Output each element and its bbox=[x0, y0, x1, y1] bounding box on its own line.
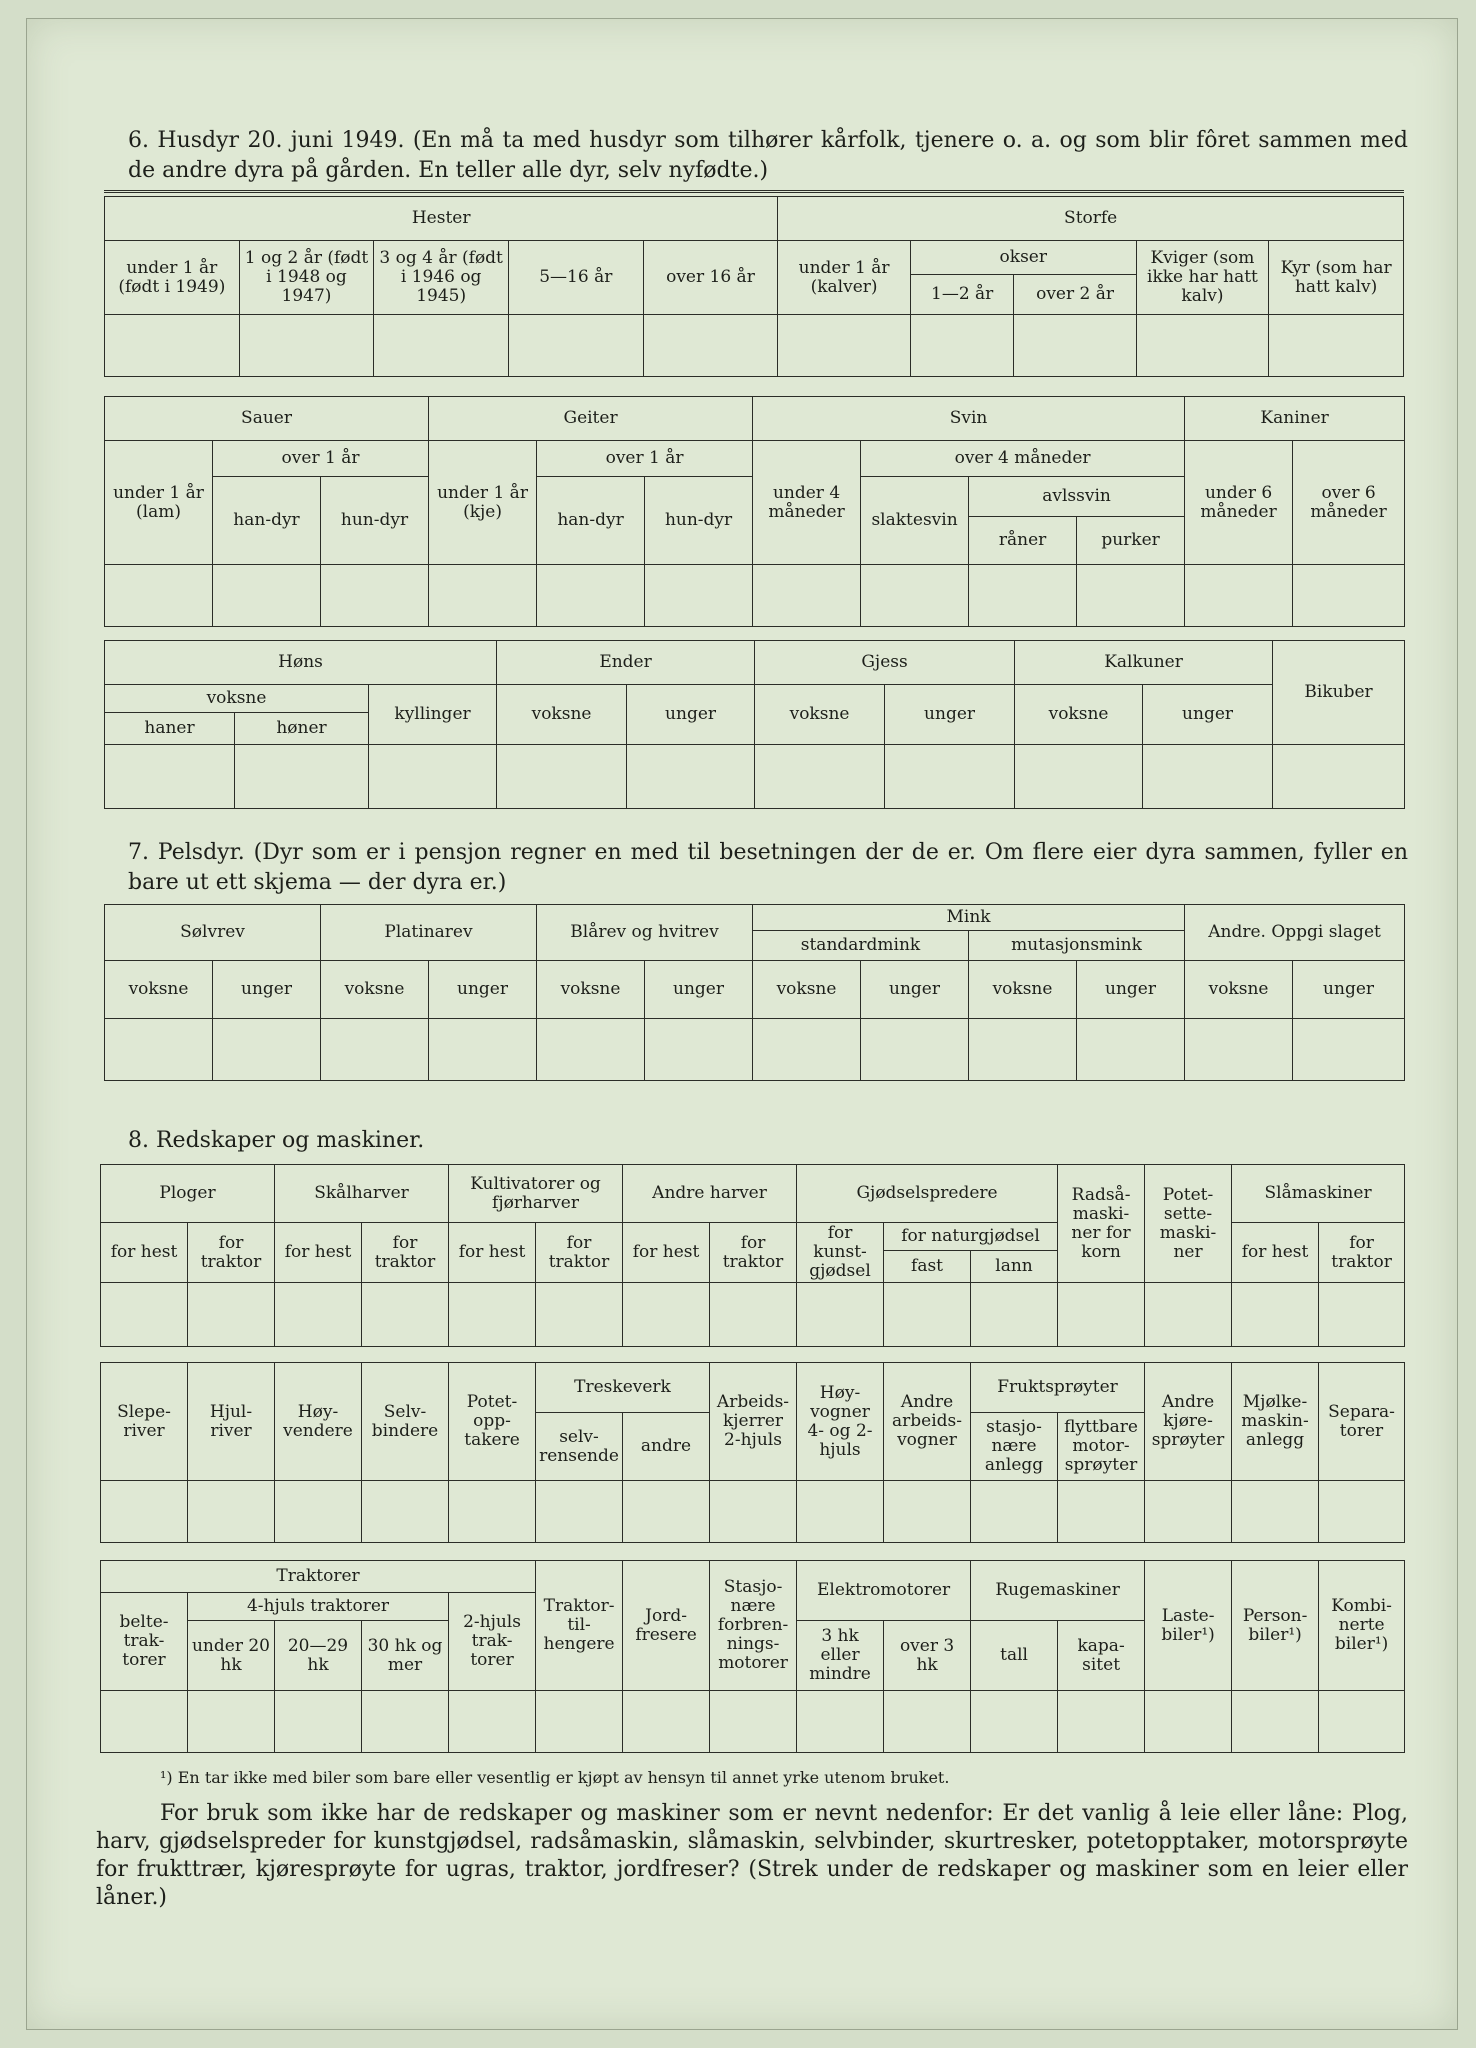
entry-cell[interactable] bbox=[1136, 315, 1269, 377]
entry-cell[interactable] bbox=[429, 1019, 537, 1081]
entry-cell[interactable] bbox=[623, 1481, 710, 1543]
skalharver-header: Skålharver bbox=[275, 1165, 449, 1223]
gjodsel-header: Gjødselspredere bbox=[797, 1165, 1058, 1223]
col-header: Stasjo-nære forbren-nings-motorer bbox=[710, 1561, 797, 1691]
section-6-heading: 6. Husdyr 20. juni 1949. (En må ta med husdyr som tilhører kårfolk, tjenere o. a. og som blir fôret sammen med de andre dyra på gården. En teller alle dyr, selv nyfødte.) bbox=[128, 128, 1408, 183]
entry-cell[interactable] bbox=[778, 315, 911, 377]
entry-cell[interactable] bbox=[1319, 1283, 1405, 1347]
entry-cell[interactable] bbox=[537, 565, 645, 627]
entry-cell[interactable] bbox=[755, 745, 885, 809]
col-header: Andre arbeids-vogner bbox=[884, 1363, 971, 1481]
col-header: for traktor bbox=[362, 1223, 449, 1283]
kalkuner-header: Kalkuner bbox=[1015, 641, 1273, 685]
instruction-note: For bruk som ikke har de redskaper og maskiner som er nevnt nedenfor: Er det vanlig å leie eller låne: Plog, harv, gjødselspreder for kunstgjødsel, radsåmaskin, slåmaskin, selvbinder, skurtresker, potetopptaker, motorsprøyte for frukttrær, kjøresprøyte for ugras, traktor, jordfreser? (Strek under de redskaper og maskiner som en leier eller låner.) bbox=[96, 1801, 1408, 1910]
entry-cell[interactable] bbox=[797, 1481, 884, 1543]
section-8-heading: 8. Redskaper og maskiner. bbox=[128, 1128, 425, 1153]
entry-cell[interactable] bbox=[1319, 1691, 1405, 1753]
entry-cell[interactable] bbox=[105, 1019, 213, 1081]
potet-header: Potet-sette-maski-ner bbox=[1145, 1165, 1232, 1283]
col-header: unger bbox=[429, 961, 537, 1019]
col-header: for traktor bbox=[1319, 1223, 1405, 1283]
entry-cell[interactable] bbox=[1058, 1481, 1145, 1543]
col-header: over 6 måneder bbox=[1293, 441, 1405, 565]
col-header: voksne bbox=[537, 961, 645, 1019]
col-header: under 1 år (kalver) bbox=[778, 241, 911, 315]
col-header: for hest bbox=[1232, 1223, 1319, 1283]
ender-header: Ender bbox=[497, 641, 755, 685]
col-header: voksne bbox=[969, 961, 1077, 1019]
entry-cell[interactable] bbox=[1014, 315, 1136, 377]
col-header: flyttbare motor-sprøyter bbox=[1058, 1413, 1145, 1481]
entry-cell[interactable] bbox=[1077, 565, 1185, 627]
andre-header: Andre. Oppgi slaget bbox=[1185, 905, 1405, 961]
col-header: Slepe-river bbox=[101, 1363, 188, 1481]
entry-cell[interactable] bbox=[797, 1283, 884, 1347]
col-header: Arbeids-kjerrer 2-hjuls bbox=[710, 1363, 797, 1481]
entry-cell[interactable] bbox=[429, 565, 537, 627]
ploger-header: Ploger bbox=[101, 1165, 275, 1223]
entry-cell[interactable] bbox=[1293, 565, 1405, 627]
andre-harver-header: Andre harver bbox=[623, 1165, 797, 1223]
entry-cell[interactable] bbox=[1145, 1691, 1232, 1753]
col-header: under 1 år (lam) bbox=[105, 441, 213, 565]
col-header: Selv-bindere bbox=[362, 1363, 449, 1481]
treske-header: Treskeverk bbox=[536, 1363, 710, 1413]
col-header: han-dyr bbox=[537, 477, 645, 565]
entry-cell[interactable] bbox=[213, 565, 321, 627]
entry-cell[interactable] bbox=[861, 565, 969, 627]
elektro-header: Elektromotorer bbox=[797, 1561, 971, 1621]
col-header: under 20 hk bbox=[188, 1621, 275, 1691]
entry-cell[interactable] bbox=[105, 745, 235, 809]
col-header: standardmink bbox=[753, 931, 969, 961]
col-header: 2-hjuls trak-torer bbox=[449, 1593, 536, 1691]
col-header: 1 og 2 år (født i 1948 og 1947) bbox=[239, 241, 374, 315]
platinarev-header: Platinarev bbox=[321, 905, 537, 961]
col-header: under 1 år (født i 1949) bbox=[105, 241, 240, 315]
col-header: unger bbox=[885, 685, 1015, 745]
col-header: voksne bbox=[755, 685, 885, 745]
entry-cell[interactable] bbox=[1015, 745, 1143, 809]
col-header: over 3 hk bbox=[884, 1621, 971, 1691]
entry-cell[interactable] bbox=[188, 1481, 275, 1543]
col-header: unger bbox=[1293, 961, 1405, 1019]
entry-cell[interactable] bbox=[1319, 1481, 1405, 1543]
geiter-header: Geiter bbox=[429, 397, 753, 441]
entry-cell[interactable] bbox=[710, 1481, 797, 1543]
entry-cell[interactable] bbox=[101, 1481, 188, 1543]
kultivatorer-header: Kultivatorer og fjørharver bbox=[449, 1165, 623, 1223]
entry-cell[interactable] bbox=[188, 1283, 275, 1347]
col-header: under 6 måneder bbox=[1185, 441, 1293, 565]
storfe-header: Storfe bbox=[778, 197, 1404, 241]
entry-cell[interactable] bbox=[623, 1691, 710, 1753]
footnote: ¹) En tar ikke med biler som bare eller vesentlig er kjøpt av hensyn til annet yrke utenom bruket. bbox=[160, 1768, 950, 1787]
entry-cell[interactable] bbox=[884, 1691, 971, 1753]
entry-cell[interactable] bbox=[497, 745, 627, 809]
solvrev-header: Sølvrev bbox=[105, 905, 321, 961]
col-header: for traktor bbox=[710, 1223, 797, 1283]
entry-cell[interactable] bbox=[321, 1019, 429, 1081]
col-header: over 2 år bbox=[1014, 275, 1136, 315]
col-header: Separa-torer bbox=[1319, 1363, 1405, 1481]
entry-cell[interactable] bbox=[643, 315, 778, 377]
entry-cell[interactable] bbox=[623, 1283, 710, 1347]
entry-cell[interactable] bbox=[362, 1691, 449, 1753]
col-header: fast bbox=[884, 1251, 971, 1283]
entry-cell[interactable] bbox=[105, 565, 213, 627]
entry-cell[interactable] bbox=[753, 565, 861, 627]
entry-cell[interactable] bbox=[449, 1691, 536, 1753]
col-header: voksne bbox=[105, 961, 213, 1019]
entry-cell[interactable] bbox=[536, 1691, 623, 1753]
col-header: han-dyr bbox=[213, 477, 321, 565]
entry-cell[interactable] bbox=[971, 1481, 1058, 1543]
table-redskaper-1 bbox=[100, 1164, 1405, 1347]
entry-cell[interactable] bbox=[362, 1283, 449, 1347]
col-header: Høy-vendere bbox=[275, 1363, 362, 1481]
entry-cell[interactable] bbox=[1293, 1019, 1405, 1081]
entry-cell[interactable] bbox=[753, 1019, 861, 1081]
entry-cell[interactable] bbox=[1185, 565, 1293, 627]
entry-cell[interactable] bbox=[536, 1283, 623, 1347]
table-redskaper-3 bbox=[100, 1560, 1405, 1753]
frukt-header: Fruktsprøyter bbox=[971, 1363, 1145, 1413]
entry-cell[interactable] bbox=[969, 1019, 1077, 1081]
col-header: unger bbox=[1143, 685, 1273, 745]
entry-cell[interactable] bbox=[275, 1283, 362, 1347]
col-header: kyllinger bbox=[369, 685, 497, 745]
gjess-header: Gjess bbox=[755, 641, 1015, 685]
col-header: tall bbox=[971, 1621, 1058, 1691]
col-header: mutasjonsmink bbox=[969, 931, 1185, 961]
entry-cell[interactable] bbox=[321, 565, 429, 627]
col-header: Andre kjøre-sprøyter bbox=[1145, 1363, 1232, 1481]
entry-cell[interactable] bbox=[1273, 745, 1405, 809]
col-header: 30 hk og mer bbox=[362, 1621, 449, 1691]
entry-cell[interactable] bbox=[710, 1691, 797, 1753]
col-header: 5—16 år bbox=[508, 241, 643, 315]
col-header: Laste-biler¹) bbox=[1145, 1561, 1232, 1691]
table-redskaper-2 bbox=[100, 1362, 1405, 1543]
ruge-header: Rugemaskiner bbox=[971, 1561, 1145, 1621]
sauer-header: Sauer bbox=[105, 397, 429, 441]
entry-cell[interactable] bbox=[235, 745, 369, 809]
col-header: voksne bbox=[753, 961, 861, 1019]
col-header: for hest bbox=[449, 1223, 536, 1283]
entry-cell[interactable] bbox=[1269, 315, 1404, 377]
col-header: voksne bbox=[321, 961, 429, 1019]
entry-cell[interactable] bbox=[627, 745, 755, 809]
col-header: over 16 år bbox=[643, 241, 778, 315]
col-header: avlssvin bbox=[969, 477, 1185, 517]
entry-cell[interactable] bbox=[101, 1283, 188, 1347]
col-header: Mjølke-maskin-anlegg bbox=[1232, 1363, 1319, 1481]
col-header: andre bbox=[623, 1413, 710, 1481]
entry-cell[interactable] bbox=[710, 1283, 797, 1347]
col-header: lann bbox=[971, 1251, 1058, 1283]
entry-cell[interactable] bbox=[645, 565, 753, 627]
entry-cell[interactable] bbox=[969, 565, 1077, 627]
col-header: haner bbox=[105, 713, 235, 745]
divider bbox=[104, 190, 1404, 193]
col-header: voksne bbox=[1185, 961, 1293, 1019]
col-header: Høy-vogner 4- og 2-hjuls bbox=[797, 1363, 884, 1481]
hons-header: Høns bbox=[105, 641, 497, 685]
col-header: unger bbox=[213, 961, 321, 1019]
col-header: over 1 år bbox=[213, 441, 429, 477]
entry-cell[interactable] bbox=[362, 1481, 449, 1543]
col-header: Jord-fresere bbox=[623, 1561, 710, 1691]
entry-cell[interactable] bbox=[188, 1691, 275, 1753]
col-header: for naturgjødsel bbox=[884, 1223, 1058, 1251]
col-header: unger bbox=[645, 961, 753, 1019]
col-header: voksne bbox=[1015, 685, 1143, 745]
col-header: slaktesvin bbox=[861, 477, 969, 565]
entry-cell[interactable] bbox=[797, 1691, 884, 1753]
col-header: 4-hjuls traktorer bbox=[188, 1593, 449, 1621]
col-header: for hest bbox=[623, 1223, 710, 1283]
col-header: Person-biler¹) bbox=[1232, 1561, 1319, 1691]
entry-cell[interactable] bbox=[971, 1691, 1058, 1753]
blarev-header: Blårev og hvitrev bbox=[537, 905, 753, 961]
traktorer-header: Traktorer bbox=[101, 1561, 536, 1593]
entry-cell[interactable] bbox=[1058, 1691, 1145, 1753]
col-header: for hest bbox=[101, 1223, 188, 1283]
entry-cell[interactable] bbox=[645, 1019, 753, 1081]
entry-cell[interactable] bbox=[449, 1481, 536, 1543]
entry-cell[interactable] bbox=[1185, 1019, 1293, 1081]
col-header: hun-dyr bbox=[645, 477, 753, 565]
entry-cell[interactable] bbox=[885, 745, 1015, 809]
entry-cell[interactable] bbox=[537, 1019, 645, 1081]
entry-cell[interactable] bbox=[1058, 1283, 1145, 1347]
table-pelsdyr bbox=[104, 904, 1405, 1081]
entry-cell[interactable] bbox=[213, 1019, 321, 1081]
table-sauer-geiter-svin bbox=[104, 396, 1405, 627]
col-header: hun-dyr bbox=[321, 477, 429, 565]
col-header: selv-rensende bbox=[536, 1413, 623, 1481]
entry-cell[interactable] bbox=[1232, 1481, 1319, 1543]
entry-cell[interactable] bbox=[1232, 1691, 1319, 1753]
table-hester-storfe bbox=[104, 196, 1404, 377]
col-header: høner bbox=[235, 713, 369, 745]
slaa-header: Slåmaskiner bbox=[1232, 1165, 1405, 1223]
entry-cell[interactable] bbox=[884, 1481, 971, 1543]
col-header: for hest bbox=[275, 1223, 362, 1283]
col-header: Potet-opp-takere bbox=[449, 1363, 536, 1481]
col-header: kapa-sitet bbox=[1058, 1621, 1145, 1691]
radsaa-header: Radså-maski-ner for korn bbox=[1058, 1165, 1145, 1283]
kaniner-header: Kaniner bbox=[1185, 397, 1405, 441]
col-header: 20—29 hk bbox=[275, 1621, 362, 1691]
col-header: for traktor bbox=[188, 1223, 275, 1283]
section-7-heading: 7. Pelsdyr. (Dyr som er i pensjon regner en med til besetningen der de er. Om flere eier dyra sammen, fyller en bare ut ett skjema — der dyra er.) bbox=[128, 840, 1408, 895]
col-header: unger bbox=[627, 685, 755, 745]
col-header: for traktor bbox=[536, 1223, 623, 1283]
entry-cell[interactable] bbox=[1145, 1283, 1232, 1347]
col-header: råner bbox=[969, 517, 1077, 565]
entry-cell[interactable] bbox=[861, 1019, 969, 1081]
col-header: Kyr (som har hatt kalv) bbox=[1269, 241, 1404, 315]
col-header: 3 og 4 år (født i 1946 og 1945) bbox=[374, 241, 509, 315]
col-header: unger bbox=[1077, 961, 1185, 1019]
col-header: under 1 år (kje) bbox=[429, 441, 537, 565]
entry-cell[interactable] bbox=[105, 315, 240, 377]
table-fjorfe bbox=[104, 640, 1405, 809]
col-header: Kombi-nerte biler¹) bbox=[1319, 1561, 1405, 1691]
col-header: Traktor-til-hengere bbox=[536, 1561, 623, 1691]
bikuber-header: Bikuber bbox=[1273, 641, 1405, 745]
entry-cell[interactable] bbox=[369, 745, 497, 809]
hester-header: Hester bbox=[105, 197, 778, 241]
entry-cell[interactable] bbox=[275, 1481, 362, 1543]
entry-cell[interactable] bbox=[239, 315, 374, 377]
col-header: under 4 måneder bbox=[753, 441, 861, 565]
col-header: 3 hk eller mindre bbox=[797, 1621, 884, 1691]
col-header: voksne bbox=[105, 685, 369, 713]
col-header: belte-trak-torer bbox=[101, 1593, 188, 1691]
col-header: unger bbox=[861, 961, 969, 1019]
entry-cell[interactable] bbox=[449, 1283, 536, 1347]
col-header: purker bbox=[1077, 517, 1185, 565]
entry-cell[interactable] bbox=[508, 315, 643, 377]
col-header: okser bbox=[910, 241, 1136, 275]
entry-cell[interactable] bbox=[1143, 745, 1273, 809]
entry-cell[interactable] bbox=[536, 1481, 623, 1543]
entry-cell[interactable] bbox=[1145, 1481, 1232, 1543]
svin-header: Svin bbox=[753, 397, 1185, 441]
entry-cell[interactable] bbox=[275, 1691, 362, 1753]
col-header: stasjo-nære anlegg bbox=[971, 1413, 1058, 1481]
entry-cell[interactable] bbox=[374, 315, 509, 377]
col-header: Hjul-river bbox=[188, 1363, 275, 1481]
mink-header: Mink bbox=[753, 905, 1185, 931]
entry-cell[interactable] bbox=[884, 1283, 971, 1347]
entry-cell[interactable] bbox=[971, 1283, 1058, 1347]
entry-cell[interactable] bbox=[1077, 1019, 1185, 1081]
entry-cell[interactable] bbox=[101, 1691, 188, 1753]
col-header: voksne bbox=[497, 685, 627, 745]
col-header: over 1 år bbox=[537, 441, 753, 477]
col-header: for kunst-gjødsel bbox=[797, 1223, 884, 1283]
entry-cell[interactable] bbox=[910, 315, 1014, 377]
col-header: over 4 måneder bbox=[861, 441, 1185, 477]
col-header: 1—2 år bbox=[910, 275, 1014, 315]
entry-cell[interactable] bbox=[1232, 1283, 1319, 1347]
col-header: Kviger (som ikke har hatt kalv) bbox=[1136, 241, 1269, 315]
